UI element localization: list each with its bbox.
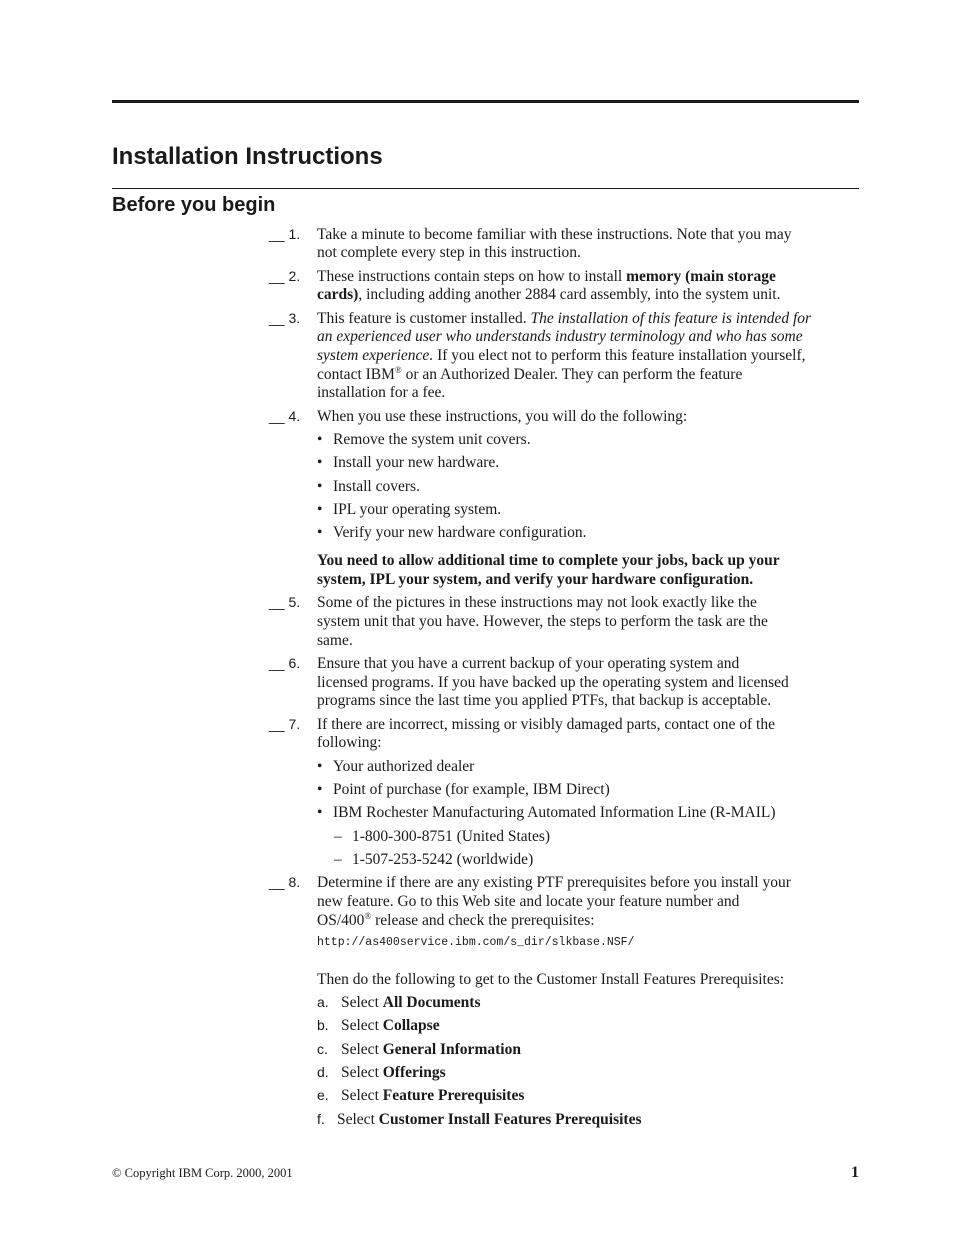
step-6-text: licensed programs. If you have backed up the operating system and licensed [317,674,789,691]
bullet: • [317,478,323,495]
step-6-number: __ 6. [269,655,301,671]
step-8-number: __ 8. [269,874,301,890]
substep-letter: a. [317,994,329,1010]
bullet: • [317,454,323,471]
step-6-text: programs since the last time you applied PTFs, that backup is acceptable. [317,692,772,709]
step-2-bold-term: cards) [317,286,359,303]
step-6-text: Ensure that you have a current backup of your operating system and [317,655,740,672]
step-3-text-part: or an Authorized Dealer. They can perform the feature [401,366,743,383]
step-3-text: installation for a fee. [317,384,446,401]
step-2-text-part: , including adding another 2884 card assembly, into the system unit. [358,286,781,303]
step-7-text: following: [317,734,382,751]
phone-number: 1-507-253-5242 (worldwide) [352,851,534,868]
substep-target: Offerings [382,1064,446,1081]
substep-target: Collapse [382,1017,440,1034]
step-5-text: system unit that you have. However, the steps to perform the task are the [317,613,768,630]
step-2-bold-term: memory (main storage [626,268,776,285]
registered-mark: ® [394,364,402,375]
list-item: Point of purchase (for example, IBM Direct) [333,781,610,798]
substep-letter: e. [317,1087,329,1103]
phone-number: 1-800-300-8751 (United States) [352,828,551,845]
step-1-number: __ 1. [269,226,301,242]
list-item: IPL your operating system. [333,501,502,518]
step-2-text [317,267,776,286]
step-8-then-text: Then do the following to get to the Customer Install Features Prerequisites: [317,971,785,988]
registered-mark: ® [364,910,372,921]
step-8-text: new feature. Go to this Web site and locate your feature number and [317,893,740,910]
substep-letter: d. [317,1064,329,1080]
substep-target: All Documents [382,994,481,1011]
step-3-text-part: contact IBM [317,366,395,383]
dash: – [334,828,342,845]
list-item: Install covers. [333,478,420,495]
step-3-text [317,365,742,384]
substep-target: Customer Install Features Prerequisites [378,1111,642,1128]
list-item: IBM Rochester Manufacturing Automated Information Line (R-MAIL) [333,804,776,821]
list-item: Install your new hardware. [333,454,500,471]
list-item: Remove the system unit covers. [333,431,531,448]
step-3-number: __ 3. [269,310,301,326]
select-word: Select [341,1064,379,1081]
substep-text [341,1086,524,1105]
list-item: Your authorized dealer [333,758,475,775]
substep-target: Feature Prerequisites [382,1087,525,1104]
step-3-text [317,346,806,365]
step-1-text: not complete every step in this instruction. [317,244,581,261]
step-2-text-part: These instructions contain steps on how to install [317,268,627,285]
step-7-text: If there are incorrect, missing or visibly damaged parts, contact one of the [317,716,775,733]
substep-letter: c. [317,1041,328,1057]
step-3-text [317,327,803,346]
bullet: • [317,524,323,541]
bullet: • [317,431,323,448]
substep-text [341,993,480,1012]
section-heading: Before you begin [112,194,276,216]
select-word: Select [337,1111,375,1128]
step-1-text: Take a minute to become familiar with these instructions. Note that you may [317,226,792,243]
substep-text [337,1110,642,1129]
step-8-text-part: release and check the prerequisites: [371,912,595,929]
step-5-text: Some of the pictures in these instructions may not look exactly like the [317,594,757,611]
bullet: • [317,804,323,821]
substep-target: General Information [382,1041,521,1058]
select-word: Select [341,1041,379,1058]
step-5-number: __ 5. [269,594,301,610]
step-2-text [317,285,780,304]
step-3-italic-text: system experience. [317,347,434,364]
substep-letter: b. [317,1017,329,1033]
select-word: Select [341,1017,379,1034]
page-title: Installation Instructions [112,143,383,170]
page-number: 1 [851,1164,859,1181]
step-3-italic-text: an experienced user who understands industry terminology and who has some [317,328,803,345]
bullet: • [317,501,323,518]
prerequisites-url[interactable]: http://as400service.ibm.com/s_dir/slkbase.NSF/ [317,936,635,949]
step-8-text: Determine if there are any existing PTF prerequisites before you install your [317,874,791,891]
step-3-italic-text: The installation of this feature is intended for [530,310,812,327]
step-8-text [317,911,595,930]
list-item: Verify your new hardware configuration. [333,524,587,541]
step-4-number: __ 4. [269,408,301,424]
step-3-text [317,309,811,328]
step-7-number: __ 7. [269,716,301,732]
substep-text [341,1063,446,1082]
bullet: • [317,781,323,798]
step-3-text-part: This feature is customer installed. [317,310,531,327]
select-word: Select [341,994,379,1011]
copyright-notice: © Copyright IBM Corp. 2000, 2001 [112,1166,293,1180]
step-2-number: __ 2. [269,268,301,284]
substep-letter: f. [317,1111,325,1127]
step-3-text-part: If you elect not to perform this feature installation yourself, [433,347,806,364]
step-4-note: system, IPL your system, and verify your hardware configuration. [317,571,754,588]
dash: – [334,851,342,868]
top-rule [112,100,859,103]
step-4-note: You need to allow additional time to complete your jobs, back up your [317,552,780,569]
substep-text [341,1016,440,1035]
select-word: Select [341,1087,379,1104]
step-5-text: same. [317,632,353,649]
step-4-text: When you use these instructions, you will do the following: [317,408,688,425]
substep-text [341,1040,521,1059]
section-rule [112,188,859,189]
step-8-text-part: OS/400 [317,912,365,929]
bullet: • [317,758,323,775]
